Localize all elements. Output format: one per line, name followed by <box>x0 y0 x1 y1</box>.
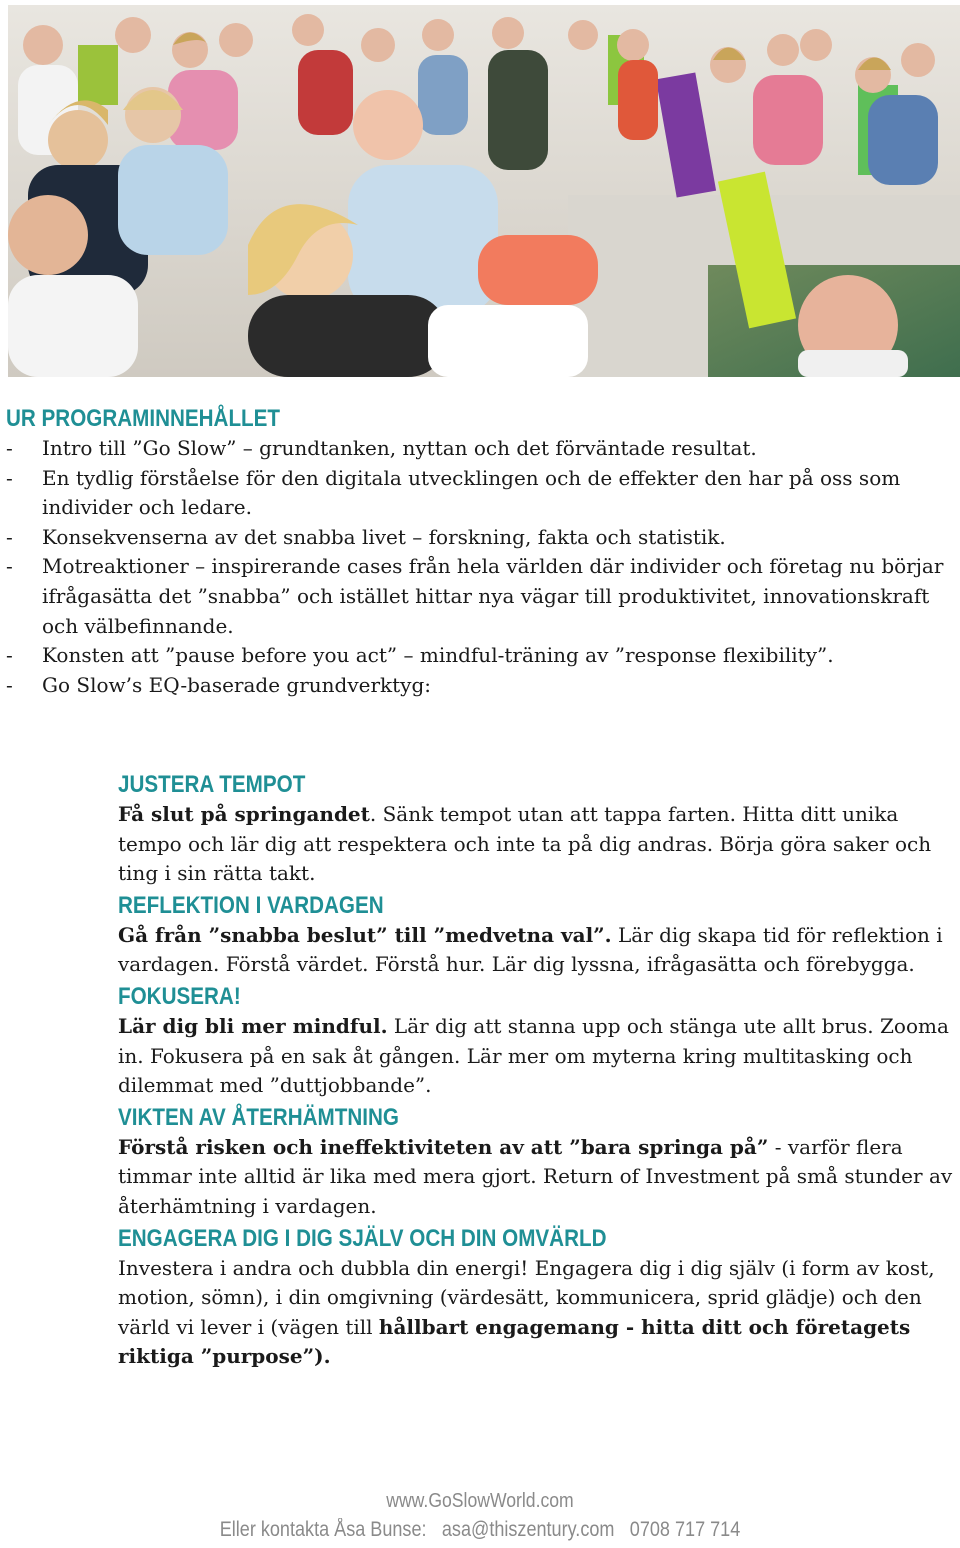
section-heading: ENGAGERA DIG I DIG SJÄLV OCH DIN OMVÄRLD <box>118 1224 607 1252</box>
email-link[interactable]: asa@thiszentury.com <box>441 1518 615 1541</box>
contact-line <box>67 1518 893 1542</box>
section-heading: FOKUSERA! <box>118 982 241 1010</box>
bullet-dash: - <box>6 554 13 579</box>
section-reflektion <box>118 891 960 980</box>
section-heading: REFLEKTION I VARDAGEN <box>118 891 384 919</box>
section-engagera <box>118 1224 960 1372</box>
list-item-text: Go Slow’s EQ-baserade grundverktyg: <box>42 672 432 697</box>
section-lead: Få slut på springandet <box>118 802 370 826</box>
list-item-text: En tydlig förståelse för den digitala utvecklingen och de effekter den har på oss som individer och ledare. <box>42 465 901 520</box>
section-body <box>118 1012 960 1101</box>
list-item-text: Konsekvenserna av det snabba livet – forskning, fakta och statistik. <box>42 524 726 549</box>
bullet-dash: - <box>6 524 13 549</box>
list-item <box>6 552 956 641</box>
list-item-text: Motreaktioner – inspirerande cases från hela världen där individer och företag nu börjar ifrågasätta det ”snabba” och istället hittar nya vägar till produktivitet, innovationskraft och välbefinnande. <box>42 554 944 638</box>
phone-number[interactable]: 0708 717 714 <box>629 1518 741 1541</box>
audience-photo <box>8 5 960 377</box>
list-item <box>6 434 956 464</box>
section-text: Lär dig skapa tid för reflektion i vardagen. Förstå värdet. Förstå hur. Lär dig lyssna, ifrågasätta och förebygga. <box>118 922 943 977</box>
section-body <box>118 1133 960 1222</box>
bullet-dash: - <box>6 436 13 460</box>
contact-label: Eller kontakta Åsa Bunse: <box>219 1518 427 1541</box>
section-heading: VIKTEN AV ÅTERHÄMTNING <box>118 1103 399 1131</box>
tool-sections <box>118 770 960 1374</box>
section-body <box>118 921 960 980</box>
section-text: . Sänk tempot utan att tappa farten. Hitta ditt unika tempo och lär dig att respektera och inte ta på dig andras. Börja göra saker och ting i sin rätta takt. <box>118 802 932 886</box>
section-text: - varför flera timmar inte alltid är lika med mera gjort. Return of Investment på små stunder av återhämtning i vardagen. <box>118 1134 953 1218</box>
section-body <box>118 800 960 889</box>
program-content <box>6 404 956 700</box>
section-tail: ). <box>314 1344 331 1369</box>
section-fokusera <box>118 982 960 1101</box>
section-justera-tempot <box>118 770 960 889</box>
section-lead: Förstå risken och ineffektiviteten av att ”bara springa på” <box>118 1134 769 1159</box>
list-item-text: Konsten att ”pause before you act” – mindful-träning av ”response flexibility”. <box>42 643 834 668</box>
section-text: Lär dig att stanna upp och stänga ute allt brus. Zooma in. Fokusera på en sak åt gången. Lär mer om myterna kring multitasking och dilemmat med ”duttjobbande”. <box>118 1013 949 1098</box>
section-aterhamtning <box>118 1103 960 1222</box>
section-text: Investera i andra och dubbla din energi! Engagera dig i dig själv (i form av kost, motion, sömn), i din omgivning (värdesätt, kommunicera, sprid glädje) och den värld vi lever i (vägen till <box>118 1255 935 1339</box>
section-body <box>118 1254 960 1372</box>
list-item <box>6 523 956 553</box>
program-heading: UR PROGRAMINNEHÅLLET <box>6 405 281 432</box>
section-lead: Gå från ”snabba beslut” till ”medvetna val”. <box>118 922 612 947</box>
program-list <box>6 434 956 700</box>
list-item <box>6 641 956 671</box>
website-link[interactable]: www.GoSlowWorld.com <box>386 1490 574 1512</box>
bullet-dash: - <box>6 672 13 697</box>
bullet-dash: - <box>6 465 13 490</box>
bullet-dash: - <box>6 643 13 668</box>
section-lead: Lär dig bli mer mindful. <box>118 1013 388 1038</box>
list-item <box>6 464 956 523</box>
list-item-text: Intro till ”Go Slow” – grundtanken, nyttan och det förväntade resultat. <box>42 436 757 460</box>
section-lead: hållbart engagemang - hitta ditt och företagets riktiga ”purpose” <box>118 1314 911 1369</box>
section-heading: JUSTERA TEMPOT <box>118 771 306 798</box>
list-item <box>6 671 956 701</box>
